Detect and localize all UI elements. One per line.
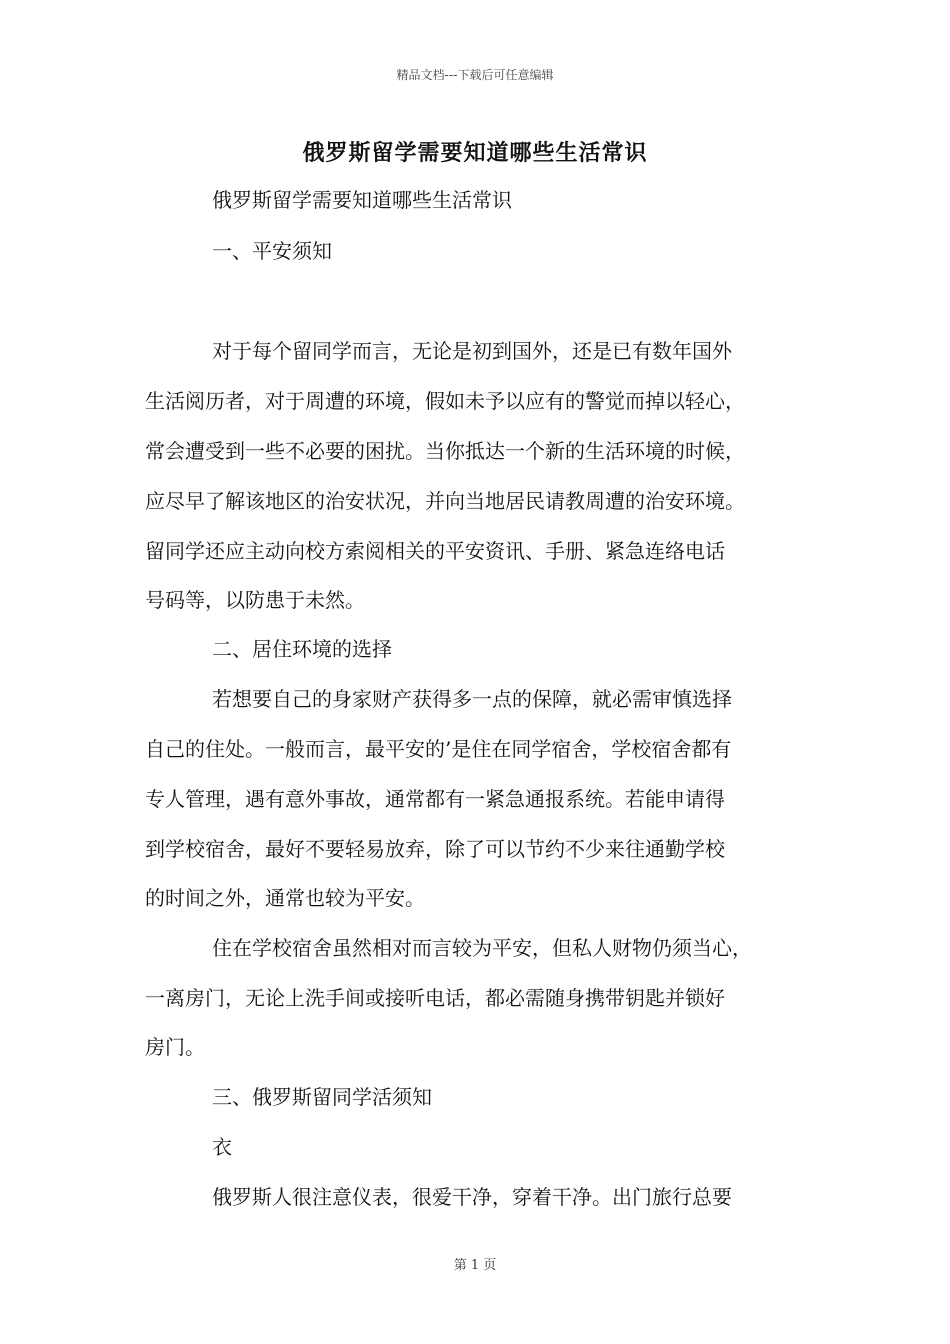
subsection-heading: 衣: [212, 1135, 232, 1159]
paragraph-line: 生活阅历者，对于周遭的环境，假如未予以应有的警觉而掉以轻心，: [145, 389, 745, 413]
paragraph-line: 俄罗斯人很注意仪表，很爱干净，穿着干净。出门旅行总要: [212, 1185, 732, 1209]
page-header: 精品文档---下载后可任意编辑: [396, 68, 554, 82]
paragraph-line: 一离房门，无论上洗手间或接听电话，都必需随身携带钥匙并锁好: [145, 986, 725, 1010]
subtitle-line: 俄罗斯留学需要知道哪些生活常识: [212, 188, 512, 212]
document-title: 俄罗斯留学需要知道哪些生活常识: [302, 140, 648, 166]
section-heading-3: 三、俄罗斯留同学活须知: [212, 1085, 432, 1109]
paragraph-line: 对于每个留同学而言，无论是初到国外，还是已有数年国外: [212, 339, 732, 363]
paragraph-line: 的时间之外，通常也较为平安。: [145, 886, 425, 910]
paragraph-line: 号码等，以防患于未然。: [145, 588, 365, 612]
page-number: 第 1 页: [453, 1258, 497, 1273]
paragraph-line: 若想要自己的身家财产获得多一点的保障，就必需审慎选择: [212, 687, 732, 711]
section-heading-1: 一、平安须知: [212, 239, 332, 263]
paragraph-line: 应尽早了解该地区的治安状况，并向当地居民请教周遭的治安环境。: [145, 489, 745, 513]
paragraph-line: 自己的住处。一般而言，最平安的’是住在同学宿舍，学校宿舍都有: [145, 737, 732, 761]
paragraph-line: 专人管理，遇有意外事故，通常都有一紧急通报系统。若能申请得: [145, 787, 725, 811]
section-heading-2: 二、居住环境的选择: [212, 637, 392, 661]
paragraph-line: 到学校宿舍，最好不要轻易放弃，除了可以节约不少来往通勤学校: [145, 837, 725, 861]
paragraph-line: 常会遭受到一些不必要的困扰。当你抵达一个新的生活环境的时候，: [145, 439, 745, 463]
paragraph-line: 住在学校宿舍虽然相对而言较为平安，但私人财物仍须当心，: [212, 936, 752, 960]
paragraph-line: 房门。: [145, 1035, 205, 1059]
paragraph-line: 留同学还应主动向校方索阅相关的平安资讯、手册、紧急连络电话: [145, 539, 725, 563]
